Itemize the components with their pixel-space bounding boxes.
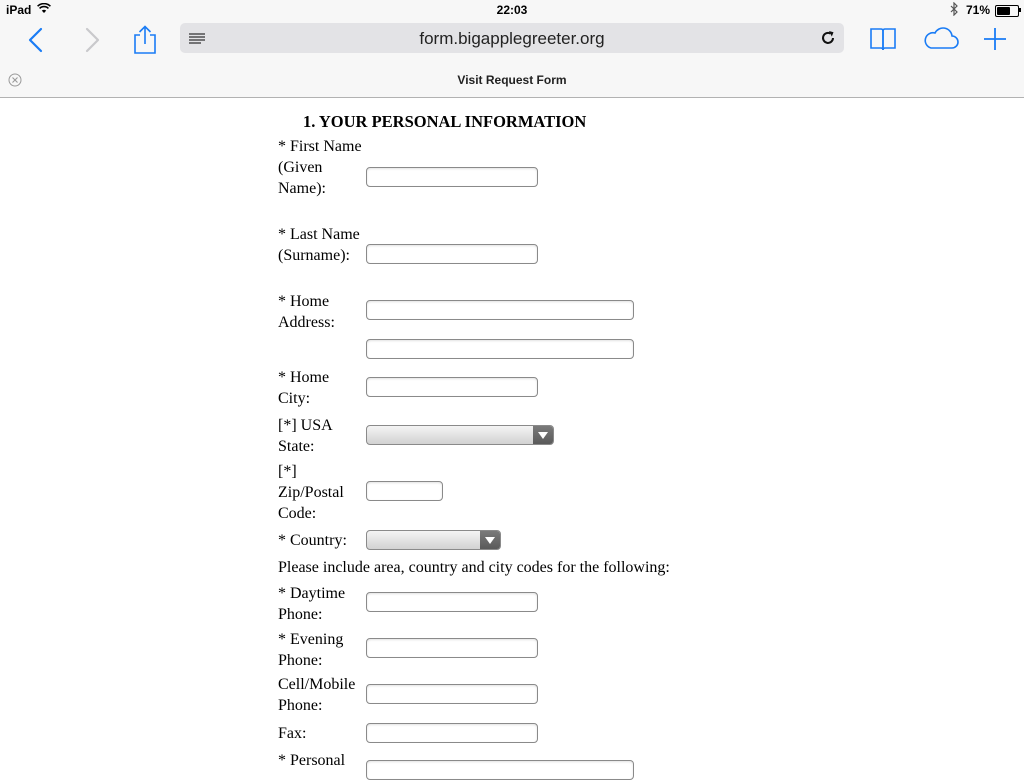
back-button[interactable] [22,25,52,55]
battery-percent: 71% [966,3,991,17]
status-bar [0,0,1024,22]
zip-label: [*] Zip/Postal Code: [278,463,344,522]
carrier-label: iPad [6,3,32,17]
zip-input[interactable] [366,481,443,501]
evening-phone-label: * Evening Phone: [278,631,344,669]
browser-chrome [0,0,1024,98]
battery-tip [1019,8,1021,12]
home-city-input[interactable] [366,377,538,397]
usa-state-label: [*] USA State: [278,417,332,455]
forward-button[interactable] [78,25,108,55]
page-content [0,98,1024,768]
bookmarks-button[interactable] [868,24,898,54]
fax-input[interactable] [366,723,538,743]
first-name-input[interactable] [366,167,538,187]
chevron-right-icon [87,29,98,51]
battery-icon [995,5,1019,17]
home-address-line1-input[interactable] [366,300,634,320]
daytime-phone-input[interactable] [366,592,538,612]
fax-label: Fax: [278,725,307,742]
home-city-label: * Home City: [278,369,330,407]
first-name-label: * First Name (Given Name): [278,138,362,197]
address-bar[interactable] [180,23,844,53]
dropdown-arrow-icon [480,531,500,549]
share-icon [130,25,160,55]
country-select[interactable] [366,530,501,550]
tab-bar [0,64,1024,97]
cell-phone-input[interactable] [366,684,538,704]
personal-input[interactable] [366,760,634,780]
plus-icon [980,24,1010,54]
usa-state-select[interactable] [366,425,554,445]
book-icon [868,24,898,54]
home-address-label: * Home Address: [278,293,335,331]
cell-phone-label: Cell/Mobile Phone: [278,676,356,714]
home-address-line2-input[interactable] [366,339,634,359]
clock: 22:03 [496,3,528,17]
phone-instructions: Please include area, country and city codes for the following: [278,559,670,576]
share-button[interactable] [130,25,160,55]
section-heading: 1. YOUR PERSONAL INFORMATION [303,112,587,131]
tab-title[interactable]: Visit Request Form [457,73,567,87]
last-name-input[interactable] [366,244,538,264]
country-label: * Country: [278,532,347,549]
reload-icon[interactable] [818,28,838,53]
personal-label: * Personal [278,752,346,769]
last-name-label: * Last Name (Surname): [278,226,360,264]
evening-phone-input[interactable] [366,638,538,658]
url-text: form.bigapplegreeter.org [419,29,605,48]
icloud-tabs-button[interactable] [922,24,960,54]
dropdown-arrow-icon [533,426,553,444]
daytime-phone-label: * Daytime Phone: [278,585,346,623]
bluetooth-icon [950,2,959,19]
new-tab-button[interactable] [980,24,1010,54]
chevron-left-icon [30,29,41,51]
battery-level [997,7,1010,15]
cloud-icon [922,24,960,54]
